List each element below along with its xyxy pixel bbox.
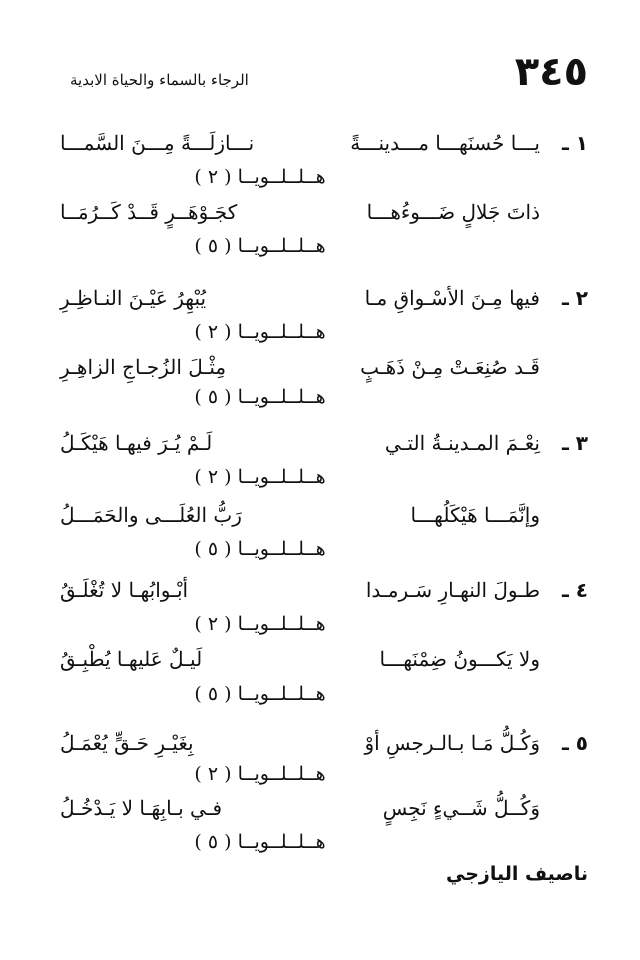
hemistich-a: وإنَّمَـــا هَيْكَلُهـــا (410, 503, 540, 527)
verse-3-line-2 (60, 500, 588, 530)
verse-4-line-1 (60, 575, 588, 605)
refrain: هــلــلــويــا ( ٢ ) (194, 763, 326, 785)
verse-number: ٢ ـ (561, 286, 588, 310)
refrain: هــلــلــويــا ( ٥ ) (194, 831, 326, 853)
author-name: ناصيف اليازجي (445, 863, 588, 885)
verse-5-line-2 (60, 793, 588, 823)
refrain: هــلــلــويــا ( ٢ ) (194, 166, 326, 188)
hemistich-b: كجَـوْهَــرٍ قَــدْ كَــرُمَــا (60, 200, 238, 224)
hemistich-a: طـولَ النهـارِ سَـرمـدا (365, 578, 540, 602)
verse-number: ٤ ـ (561, 578, 588, 602)
page-header (70, 48, 588, 98)
page-number: ٣٤٥ (514, 49, 588, 95)
verse-number: ٣ ـ (561, 431, 588, 455)
verse-2-line-2 (60, 352, 588, 382)
running-title: الرجاء بالسماء والحياة الابدية (70, 71, 249, 89)
hemistich-a: يـــا حُسنَهـــا مـــدينـــةً (350, 131, 540, 155)
hemistich-b: لَيـلٌ عَليهـا يُطْبِـقُ (60, 647, 203, 671)
hemistich-a: وَكُـلُّ مَـا بـالـرجسِ أوْ (364, 731, 540, 755)
hemistich-a: وَكُــلُّ شَــيءٍ نَجِسٍ (382, 796, 540, 820)
refrain: هــلــلــويــا ( ٢ ) (194, 613, 326, 635)
verse-3-line-1 (60, 428, 588, 458)
refrain: هــلــلــويــا ( ٥ ) (194, 235, 326, 257)
hemistich-b: فـي بـابِهَـا لا يَـدْخُـلُ (60, 796, 223, 820)
verse-2-line-1 (60, 283, 588, 313)
refrain: هــلــلــويــا ( ٢ ) (194, 466, 326, 488)
refrain: هــلــلــويــا ( ٢ ) (194, 321, 326, 343)
hemistich-b: أبْـوابُهـا لا تُغْلَـقُ (60, 578, 189, 602)
refrain: هــلــلــويــا ( ٥ ) (194, 538, 326, 560)
verse-number: ١ ـ (561, 131, 588, 155)
hemistich-b: لَـمْ يُـرَ فيهـا هَيْكَـلُ (60, 431, 213, 455)
verse-1-line-2 (60, 197, 588, 227)
refrain: هــلــلــويــا ( ٥ ) (194, 683, 326, 705)
refrain: هــلــلــويــا ( ٥ ) (194, 386, 326, 408)
hemistich-a: ذاتَ جَلالٍ ضَـــوءُهـــا (366, 200, 540, 224)
hemistich-a: ولا يَكـــونُ ضِمْنَهـــا (379, 647, 540, 671)
hemistich-b: يُبْهِرُ عَيْـنَ النـاظِـرِ (60, 286, 207, 310)
hemistich-b: نـــازلَـــةً مِـــنَ السَّمـــا (60, 131, 255, 155)
hemistich-b: بِغَيْـرِ حَـقٍّ يُعْمَـلُ (60, 731, 194, 755)
verse-4-line-2 (60, 644, 588, 674)
hemistich-a: فيها مِـنَ الأسْـواقِ مـا (364, 286, 540, 310)
verse-1-line-1 (60, 128, 588, 158)
hemistich-b: رَبُّ العُلَـــى والحَمَـــلُ (60, 503, 242, 527)
verse-number: ٥ ـ (561, 731, 588, 755)
hemistich-b: مِثْـلَ الزُجـاجِ الزاهِـرِ (60, 355, 227, 379)
verse-5-line-1 (60, 728, 588, 758)
hemistich-a: قَـد صُنِعَـتْ مِـنْ ذَهَـبٍ (360, 355, 540, 379)
hemistich-a: نِعْـمَ المـدينـةُ التـي (384, 431, 540, 455)
